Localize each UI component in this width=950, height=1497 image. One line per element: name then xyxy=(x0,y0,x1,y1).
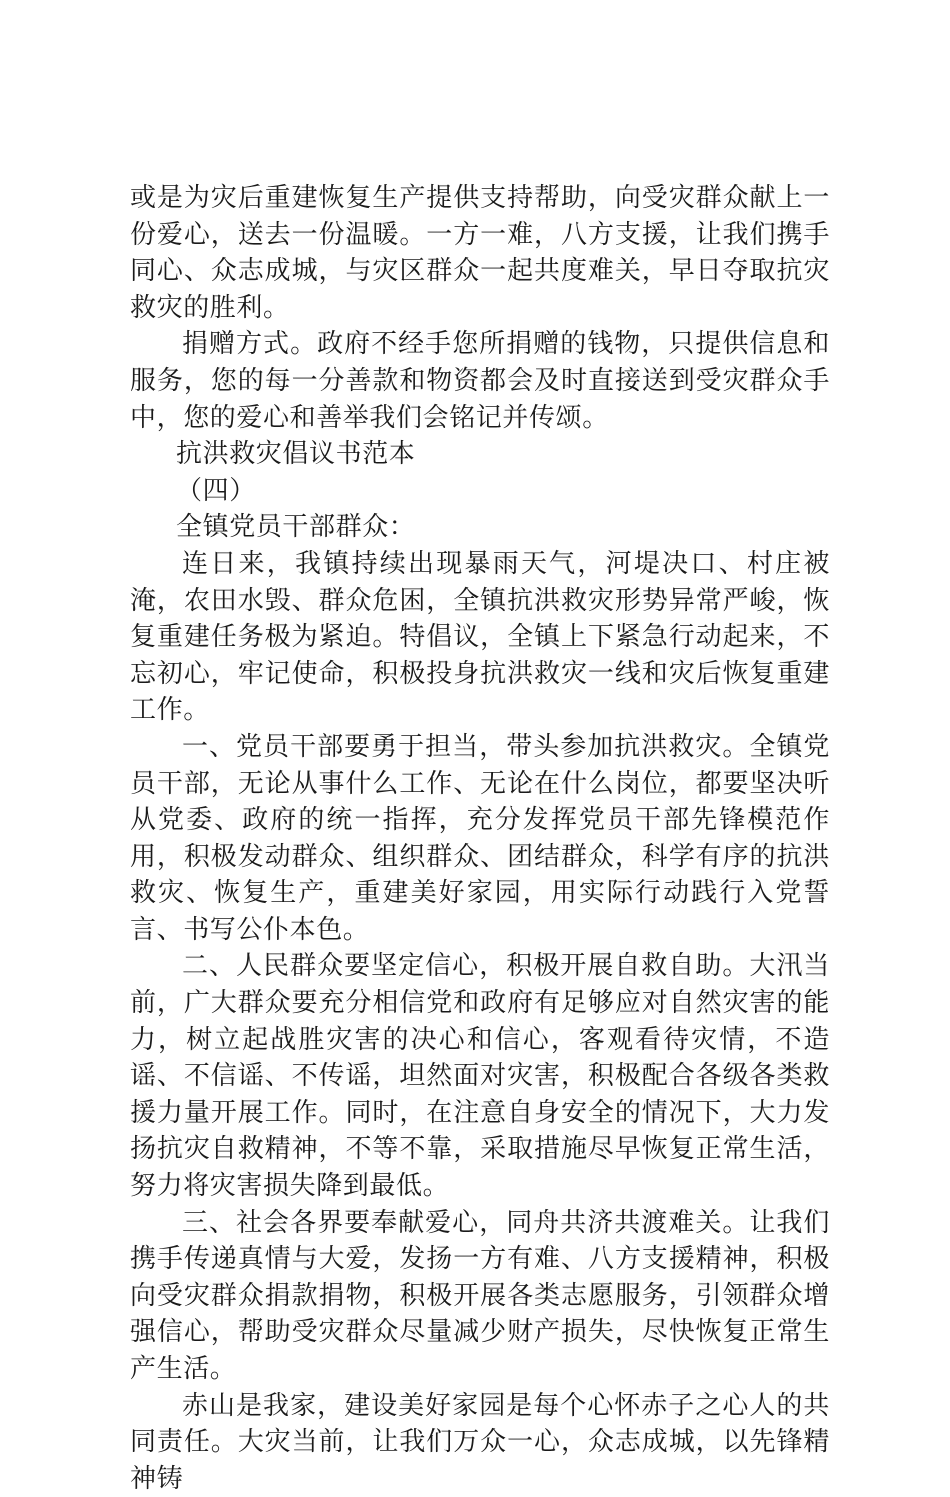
section-number: （四） xyxy=(176,475,256,506)
paragraph-continuation: 或是为灾后重建恢复生产提供支持帮助，向受灾群众献上一份爱心，送去一份温暖。一方一难，八方支援，让我们携手同心、众志成城，与灾区群众一起共度难关，早日夺取抗灾救灾的胜利。 xyxy=(130,183,830,323)
document-body xyxy=(130,180,830,1497)
paragraph-point-one: 一、党员干部要勇于担当，带头参加抗洪救灾。全镇党员干部，无论从事什么工作、无论在什么岗位，都要坚决听从党委、政府的统一指挥，充分发挥党员干部先锋模范作用，积极发动群众、组织群众、团结群众，科学有序的抗洪救灾、恢复生产，重建美好家园，用实际行动践行入党誓言、书写公仆本色。 xyxy=(130,731,830,945)
section-title: 抗洪救灾倡议书范本 xyxy=(176,439,416,470)
salutation: 全镇党员干部群众： xyxy=(176,512,416,543)
paragraph-point-two: 二、人民群众要坚定信心，积极开展自救自助。大汛当前，广大群众要充分相信党和政府有足够应对自然灾害的能力，树立起战胜灾害的决心和信心，客观看待灾情，不造谣、不信谣、不传谣，坦然面对灾害，积极配合各级各类救援力量开展工作。同时，在注意自身安全的情况下，大力发扬抗灾自救精神，不等不靠，采取措施尽早恢复正常生活，努力将灾害损失降到最低。 xyxy=(130,951,830,1202)
paragraph-point-three: 三、社会各界要奉献爱心，同舟共济共渡难关。让我们携手传递真情与大爱，发扬一方有难、八方支援精神，积极向受灾群众捐款捐物，积极开展各类志愿服务，引领群众增强信心，帮助受灾群众尽量减少财产损失，尽快恢复正常生产生活。 xyxy=(130,1207,830,1384)
paragraph-closing: 赤山是我家，建设美好家园是每个心怀赤子之心人的共同责任。大灾当前，让我们万众一心，众志成城，以先锋精神铸 xyxy=(130,1390,830,1494)
paragraph-intro: 连日来，我镇持续出现暴雨天气，河堤决口、村庄被淹，农田水毁、群众危困，全镇抗洪救灾形势异常严峻，恢复重建任务极为紧迫。特倡议，全镇上下紧急行动起来，不忘初心，牢记使命，积极投身抗洪救灾一线和灾后恢复重建工作。 xyxy=(130,548,830,726)
paragraph-donation-method: 捐赠方式。政府不经手您所捐赠的钱物，只提供信息和服务，您的每一分善款和物资都会及时直接送到受灾群众手中，您的爱心和善举我们会铭记并传颂。 xyxy=(130,329,830,433)
